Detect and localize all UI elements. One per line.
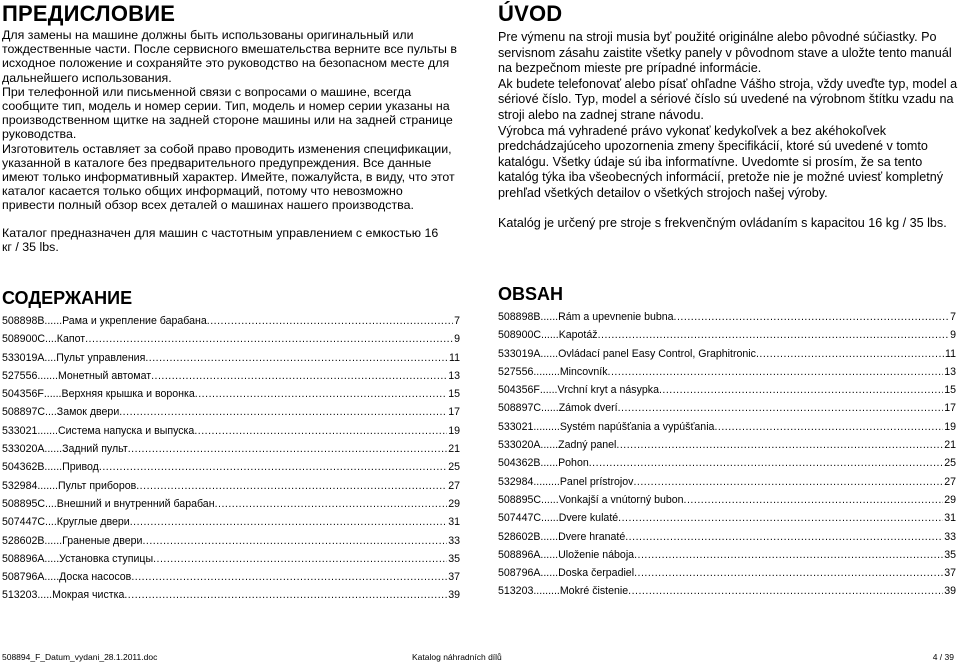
- toc-part-code: 504356F: [498, 384, 540, 397]
- toc-section-title: Uloženie nábojа: [558, 548, 635, 561]
- toc-dot-leader: [128, 440, 447, 458]
- toc-separator: .....: [37, 589, 53, 602]
- toc-page-number: 15: [448, 388, 460, 401]
- toc-part-code: 513203: [2, 589, 38, 602]
- toc-section-title: Mincovník: [559, 365, 608, 378]
- toc-separator: ....: [45, 333, 57, 346]
- toc-dot-leader: [756, 345, 944, 363]
- toc-section-title: Внешний и внутренний барабан: [56, 497, 215, 510]
- toc-dot-leader: [618, 399, 944, 417]
- toc-part-code: 533020A: [2, 443, 45, 456]
- toc-separator: ....: [45, 497, 57, 510]
- toc-section-title: Замок двери: [56, 406, 120, 419]
- toc-dot-leader: [130, 513, 448, 531]
- toc-section-title: Привод: [62, 461, 99, 474]
- toc-section-title: Установка ступицы: [59, 552, 154, 565]
- ru-toc-entry[interactable]: [2, 422, 460, 440]
- toc-part-code: 508895C: [2, 497, 46, 510]
- ru-toc-entry[interactable]: [2, 458, 460, 476]
- toc-section-title: Пульт приборов: [57, 479, 137, 492]
- toc-separator: ......: [541, 512, 559, 525]
- toc-separator: ......: [540, 530, 559, 543]
- toc-dot-leader: [215, 495, 448, 513]
- toc-part-code: 508900C: [2, 333, 46, 346]
- footer-filename: 508894_F_Datum_vydani_28.1.2011.doc: [2, 652, 158, 662]
- ru-toc-entry[interactable]: [2, 477, 460, 495]
- sk-toc-list: [498, 308, 956, 601]
- toc-section-title: Panel prístrojov: [559, 475, 634, 488]
- toc-part-code: 533020A: [498, 439, 541, 452]
- toc-separator: ......: [44, 443, 63, 456]
- toc-part-code: 508895C: [498, 493, 542, 506]
- toc-dot-leader: [714, 418, 943, 436]
- toc-separator: .....: [44, 571, 60, 584]
- toc-separator: ......: [540, 567, 559, 580]
- toc-dot-leader: [628, 582, 943, 600]
- toc-part-code: 527556: [498, 365, 534, 378]
- toc-section-title: Rám a upevnenie bubna: [558, 311, 674, 323]
- ru-toc-entry[interactable]: [2, 367, 460, 385]
- toc-separator: ......: [44, 534, 63, 547]
- ru-toc-title: СОДЕРЖАНИЕ: [2, 288, 133, 308]
- toc-dot-leader: [136, 477, 447, 495]
- toc-part-code: 532984: [2, 479, 38, 492]
- toc-part-code: 533019A: [498, 347, 541, 360]
- toc-separator: ......: [44, 315, 63, 327]
- toc-page-number: 13: [448, 369, 460, 382]
- ru-toc-entry[interactable]: [2, 330, 460, 348]
- toc-page-number: 7: [454, 315, 460, 327]
- toc-separator: .......: [37, 424, 58, 437]
- sk-preface: [498, 2, 958, 231]
- toc-separator: .........: [533, 585, 560, 598]
- toc-page-number: 17: [944, 402, 956, 415]
- toc-page-number: 9: [950, 329, 956, 342]
- toc-page-number: 39: [944, 585, 956, 598]
- toc-page-number: 9: [454, 333, 460, 346]
- toc-part-code: 504362B: [2, 461, 45, 474]
- toc-separator: ......: [541, 493, 559, 506]
- toc-separator: ......: [540, 548, 559, 561]
- toc-dot-leader: [131, 568, 447, 586]
- toc-dot-leader: [85, 330, 453, 348]
- toc-dot-leader: [195, 385, 447, 403]
- toc-dot-leader: [608, 363, 944, 381]
- ru-preface-title: ПРЕДИСЛОВИЕ: [2, 1, 176, 26]
- toc-part-code: 533021: [498, 420, 534, 433]
- ru-toc-entry[interactable]: [2, 513, 460, 531]
- toc-separator: .......: [37, 479, 58, 492]
- toc-dot-leader: [618, 509, 943, 527]
- toc-page-number: 35: [448, 552, 460, 565]
- toc-dot-leader: [625, 528, 943, 546]
- toc-page-number: 21: [944, 439, 956, 452]
- sk-toc-entry[interactable]: [498, 363, 956, 381]
- sk-table-of-contents: [498, 284, 956, 601]
- toc-part-code: 508897C: [2, 406, 46, 419]
- toc-page-number: 33: [944, 530, 956, 543]
- toc-part-code: 508896A: [498, 548, 541, 561]
- toc-page-number: 17: [448, 406, 460, 419]
- toc-section-title: Zámok dverí: [558, 402, 618, 415]
- sk-toc-entry[interactable]: [498, 546, 956, 564]
- sk-toc-entry[interactable]: [498, 473, 956, 491]
- footer-page-number: 4 / 39: [932, 652, 954, 662]
- sk-capacity-note: Katalóg je určený pre stroje s frekvenčným ovládaním s kapacitou 16 kg / 35 lbs.: [498, 215, 947, 230]
- toc-part-code: 507447C: [2, 516, 46, 529]
- toc-page-number: 21: [448, 443, 460, 456]
- toc-separator: ......: [43, 388, 62, 401]
- toc-section-title: Dvere kulaté: [558, 512, 619, 525]
- toc-part-code: 508898B: [498, 311, 541, 323]
- toc-separator: .....: [44, 552, 60, 565]
- toc-section-title: Рама и укрепление барабана: [62, 315, 207, 327]
- sk-toc-entry[interactable]: [498, 528, 956, 546]
- toc-section-title: Задний пульт: [62, 443, 128, 456]
- sk-toc-entry[interactable]: [498, 436, 956, 454]
- toc-part-code: 508897C: [498, 402, 542, 415]
- toc-page-number: 7: [950, 311, 956, 323]
- toc-section-title: Ovládací panel Easy Control, Graphitronic: [558, 347, 756, 360]
- toc-page-number: 25: [944, 457, 956, 470]
- toc-part-code: 513203: [498, 585, 534, 598]
- toc-page-number: 27: [944, 475, 956, 488]
- toc-section-title: Монетный автомат: [57, 369, 152, 382]
- toc-part-code: 508900C: [498, 329, 542, 342]
- toc-part-code: 528602B: [498, 530, 541, 543]
- toc-page-number: 37: [944, 567, 956, 580]
- toc-dot-leader: [634, 546, 943, 564]
- toc-part-code: 508898B: [2, 315, 45, 327]
- toc-page-number: 39: [448, 589, 460, 602]
- footer-catalog-title: Katalog náhradních dílů: [412, 652, 502, 662]
- sk-toc-entry[interactable]: [498, 509, 956, 527]
- toc-section-title: Kapotáž: [558, 329, 598, 342]
- toc-page-number: 11: [945, 347, 956, 360]
- toc-separator: ....: [45, 406, 57, 419]
- ru-toc-entry[interactable]: [2, 349, 460, 367]
- sk-toc-entry[interactable]: [498, 582, 956, 600]
- toc-page-number: 29: [944, 493, 956, 506]
- toc-separator: ......: [540, 347, 559, 360]
- toc-part-code: 533021: [2, 424, 38, 437]
- sk-toc-entry[interactable]: [498, 308, 956, 326]
- toc-part-code: 504356F: [2, 388, 44, 401]
- toc-section-title: Vonkajší a vnútorný bubon: [558, 493, 684, 506]
- toc-page-number: 31: [448, 516, 460, 529]
- ru-toc-entry[interactable]: [2, 403, 460, 421]
- toc-dot-leader: [153, 550, 447, 568]
- toc-page-number: 37: [448, 571, 460, 584]
- toc-separator: ......: [540, 311, 559, 323]
- toc-dot-leader: [589, 454, 943, 472]
- sk-toc-entry[interactable]: [498, 454, 956, 472]
- ru-toc-entry[interactable]: [2, 532, 460, 550]
- toc-separator: ......: [541, 329, 559, 342]
- sk-preface-paragraph-2: Ak budete telefonovať alebo písať ohľadne Vášho stroja, vždy uveďte typ, model a sériové číslo. Typ, model a sériové číslo sú uvedené na výrobnom štítku vzadu na stroji alebo na zadnej strane návodu.: [498, 76, 958, 122]
- toc-section-title: Dvere hranaté: [558, 530, 626, 543]
- toc-section-title: Mokré čistenie: [559, 585, 629, 598]
- toc-section-title: Doska čerpadiel: [558, 567, 635, 580]
- toc-section-title: Система напуска и выпуска: [57, 424, 195, 437]
- toc-dot-leader: [145, 349, 448, 367]
- toc-part-code: 532984: [498, 475, 534, 488]
- sk-preface-title: ÚVOD: [498, 1, 563, 26]
- toc-dot-leader: [674, 308, 950, 326]
- toc-part-code: 527556: [2, 369, 38, 382]
- toc-part-code: 508796A: [2, 571, 45, 584]
- ru-capacity-note: Каталог предназначен для машин с частотным управлением с емкостью 16 кг / 35 lbs.: [2, 225, 439, 254]
- toc-page-number: 19: [944, 420, 956, 433]
- toc-page-number: 15: [944, 384, 956, 397]
- toc-section-title: Systém napúšťania a vypúšťania: [559, 420, 715, 433]
- toc-separator: .........: [533, 420, 560, 433]
- sk-toc-entry[interactable]: [498, 418, 956, 436]
- toc-page-number: 29: [448, 497, 460, 510]
- toc-part-code: 508896A: [2, 552, 45, 565]
- toc-section-title: Пульт управления: [56, 351, 146, 364]
- ru-preface-paragraph-1: Для замены на машине должны быть использованы оригинальный или тождественные части. После сервисного вмешательства верните все пульты в исходное положение и сохраняйте это руководство на безопасном месте для дальнейшего использования.: [2, 28, 457, 85]
- toc-section-title: Мокрая чистка: [52, 589, 125, 602]
- ru-toc-entry[interactable]: [2, 495, 460, 513]
- toc-separator: ....: [45, 516, 57, 529]
- toc-dot-leader: [684, 491, 944, 509]
- ru-preface: [2, 2, 458, 254]
- toc-page-number: 35: [944, 548, 956, 561]
- toc-section-title: Граненые двери: [62, 534, 143, 547]
- ru-toc-list: [2, 312, 460, 605]
- toc-separator: ....: [44, 351, 57, 364]
- sk-toc-entry[interactable]: [498, 345, 956, 363]
- toc-part-code: 508796A: [498, 567, 541, 580]
- toc-separator: ......: [44, 461, 63, 474]
- toc-part-code: 504362B: [498, 457, 541, 470]
- ru-preface-paragraph-3: Изготовитель оставляет за собой право проводить изменения спецификации, указанной в каталоге без предварительного предупреждения. Все данные имеют только информативный характер. Имейте, пожалуйста, в виду, что этот каталог касается только общих информаций, потому что невозможно привести полный обзор всех деталей о машинах нашего производства.: [2, 141, 455, 213]
- toc-section-title: Pohon: [558, 457, 589, 470]
- ru-toc-entry[interactable]: [2, 440, 460, 458]
- toc-page-number: 19: [448, 424, 460, 437]
- toc-separator: ......: [539, 384, 558, 397]
- toc-separator: ......: [541, 402, 559, 415]
- ru-toc-entry[interactable]: [2, 312, 460, 330]
- toc-section-title: Капот: [56, 333, 86, 346]
- toc-separator: ......: [540, 439, 559, 452]
- toc-dot-leader: [151, 367, 447, 385]
- sk-toc-entry[interactable]: [498, 381, 956, 399]
- toc-dot-leader: [633, 473, 943, 491]
- toc-part-code: 533019A: [2, 351, 45, 364]
- toc-separator: .......: [37, 369, 58, 382]
- toc-dot-leader: [194, 422, 447, 440]
- toc-dot-leader: [99, 458, 447, 476]
- sk-preface-paragraph-3: Výrobca má vyhradené právo vykonať kedykoľvek a bez akéhokoľvek predchádzajúceho upozornenia zmeny špecifikácií, ktoré sú uvedené v tomto katalógu. Všetky údaje sú iba informatívne. Uvedomte si prosím, že sa tento katalóg týka iba všeobecných informácií, pretože nie je možné uviesť kompletný prehľad všetkých detailov o všetkých strojoch našej výroby.: [498, 123, 944, 200]
- toc-separator: ......: [540, 457, 559, 470]
- toc-page-number: 33: [448, 534, 460, 547]
- ru-toc-entry[interactable]: [2, 568, 460, 586]
- toc-dot-leader: [119, 403, 447, 421]
- toc-section-title: Круглые двери: [56, 516, 130, 529]
- toc-page-number: 27: [448, 479, 460, 492]
- sk-toc-entry[interactable]: [498, 491, 956, 509]
- sk-toc-entry[interactable]: [498, 326, 956, 344]
- toc-dot-leader: [634, 564, 943, 582]
- toc-page-number: 11: [449, 351, 460, 364]
- ru-toc-entry[interactable]: [2, 550, 460, 568]
- toc-page-number: 25: [448, 461, 460, 474]
- sk-toc-title: OBSAH: [498, 284, 564, 304]
- ru-preface-paragraph-2: При телефонной или письменной связи с вопросами о машине, всегда сообщите тип, модель и номер серии. Тип, модель и номер серии указаны на производственном щитке на задней стороне машины или на задней странице руководства.: [2, 84, 453, 142]
- ru-toc-entry[interactable]: [2, 586, 460, 604]
- toc-dot-leader: [598, 326, 950, 344]
- sk-toc-entry[interactable]: [498, 564, 956, 582]
- toc-dot-leader: [124, 586, 447, 604]
- toc-separator: .........: [533, 365, 560, 378]
- ru-table-of-contents: [2, 288, 460, 605]
- toc-dot-leader: [142, 532, 447, 550]
- toc-page-number: 13: [944, 365, 956, 378]
- toc-dot-leader: [207, 312, 453, 330]
- toc-section-title: Доска насосов: [59, 571, 132, 584]
- ru-toc-entry[interactable]: [2, 385, 460, 403]
- toc-section-title: Верхняя крышка и воронка: [61, 388, 195, 401]
- toc-separator: .........: [533, 475, 560, 488]
- sk-preface-paragraph-1: Pre výmenu na stroji musia byť použité originálne alebo pôvodné súčiastky. Po servisnom zásahu zaistite všetky panely v pôvodnom stave a uložte tento manuál na bezpečnom mieste pre prípadné informácie.: [498, 30, 952, 76]
- sk-toc-entry[interactable]: [498, 399, 956, 417]
- toc-part-code: 528602B: [2, 534, 45, 547]
- toc-section-title: Zadný panel: [558, 439, 617, 452]
- toc-part-code: 507447C: [498, 512, 542, 525]
- toc-section-title: Vrchní kryt a násypka: [557, 384, 659, 397]
- toc-dot-leader: [616, 436, 943, 454]
- toc-dot-leader: [659, 381, 943, 399]
- toc-page-number: 31: [944, 512, 956, 525]
